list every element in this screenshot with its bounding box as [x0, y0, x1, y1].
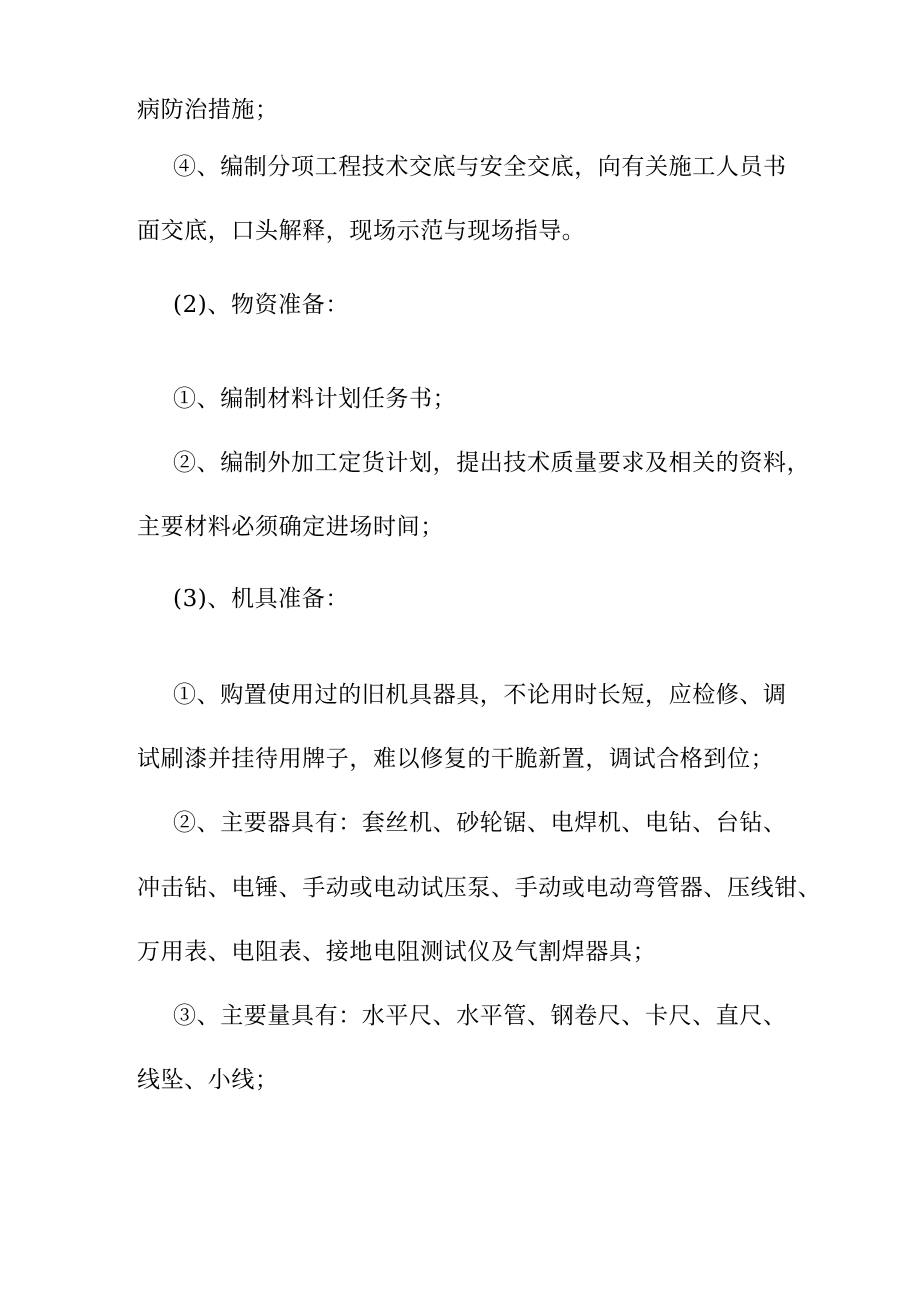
text-line-7: 主要材料必须确定进场时间； [137, 514, 444, 540]
text-line-15: 线坠、小线； [137, 1067, 279, 1093]
text-line-12: 冲击钻、电锤、手动或电动试压泵、手动或电动弯管器、压线钳、 [137, 875, 822, 901]
section-heading-materials: (2)、物资准备： [173, 292, 349, 318]
text-line-13: 万用表、电阻表、接地电阻测试仪及气割焊器具； [137, 939, 657, 965]
text-line-11: ②、主要器具有：套丝机、砂轮锯、电焊机、电钻、台钻、 [173, 810, 787, 836]
text-line-14: ③、主要量具有：水平尺、水平管、钢卷尺、卡尺、直尺、 [173, 1003, 787, 1029]
section-heading-equipment: (3)、机具准备： [173, 586, 349, 612]
text-line-9: ①、购置使用过的旧机具器具，不论用时长短，应检修、调 [173, 682, 787, 708]
text-line-3: 面交底，口头解释，现场示范与现场指导。 [137, 218, 586, 244]
text-line-10: 试刷漆并挂待用牌子，难以修复的干脆新置，调试合格到位； [137, 746, 775, 772]
text-line-6: ②、编制外加工定货计划，提出技术质量要求及相关的资料， [173, 450, 811, 476]
text-line-1: 病防治措施； [137, 97, 279, 123]
text-line-5: ①、编制材料计划任务书； [173, 386, 457, 412]
text-line-2: ④、编制分项工程技术交底与安全交底，向有关施工人员书 [173, 154, 787, 180]
